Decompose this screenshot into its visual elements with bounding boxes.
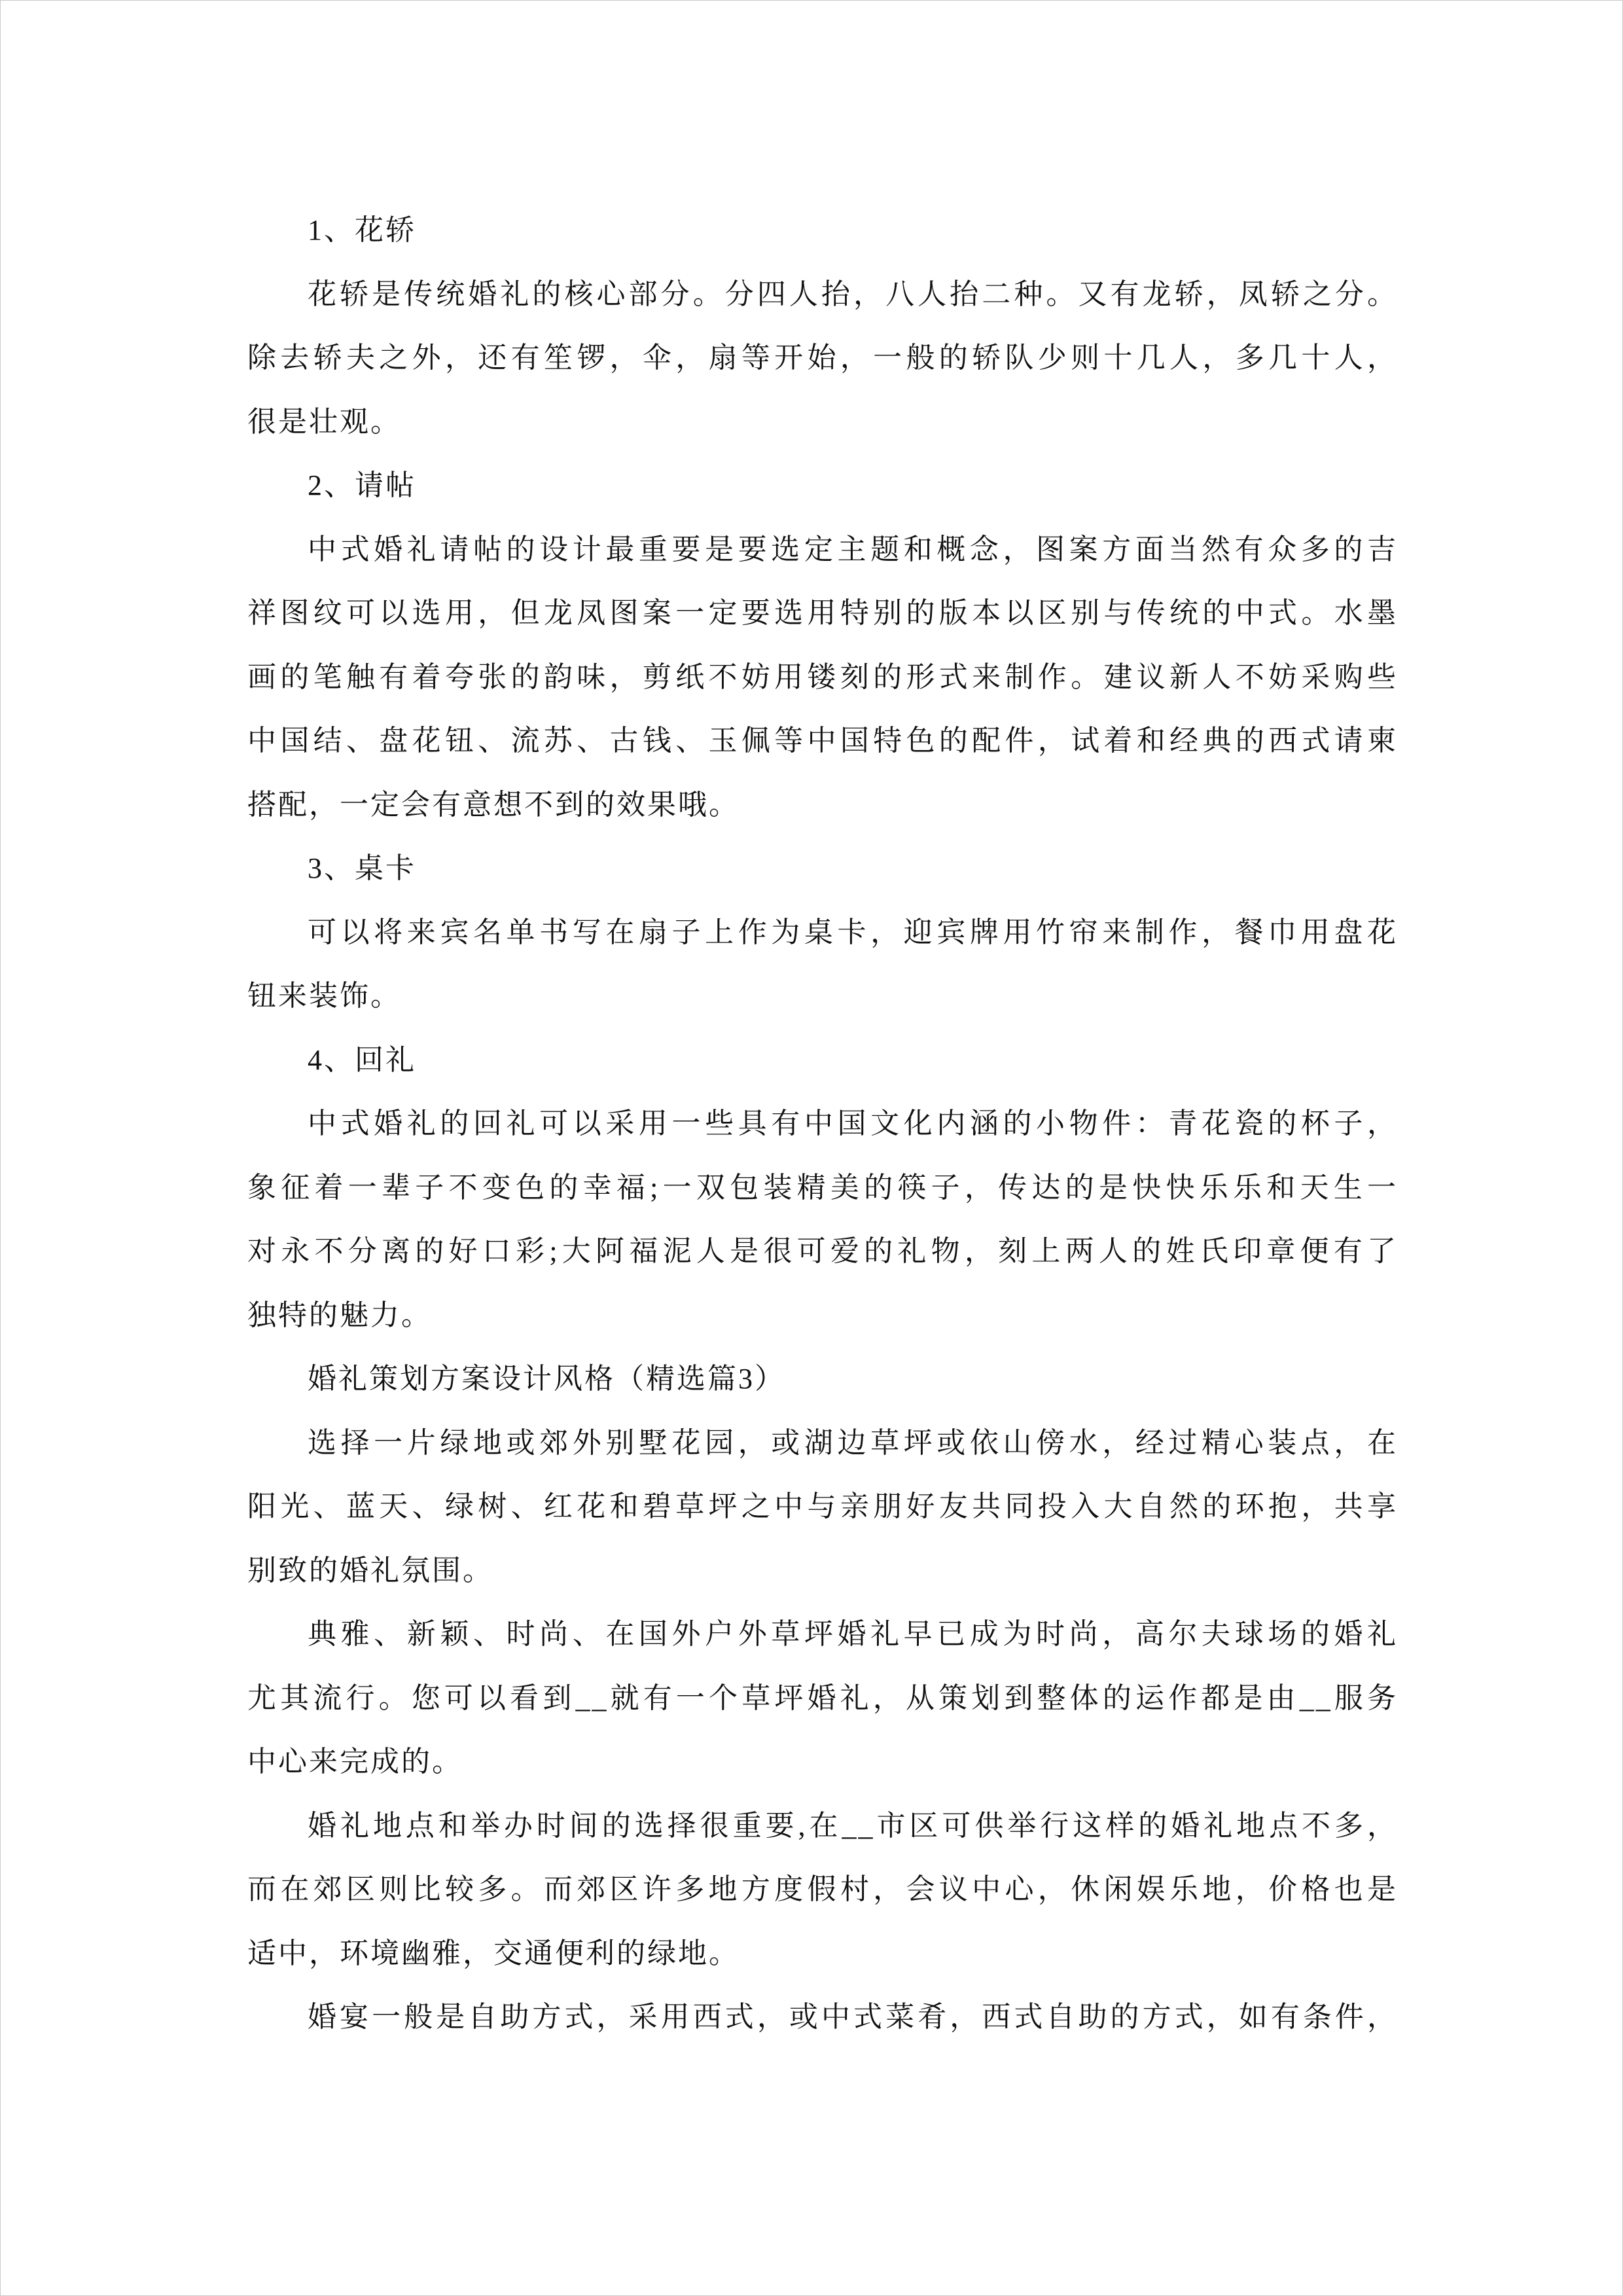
text-line: 对永不分离的好口彩;大阿福泥人是很可爱的礼物，刻上两人的姓氏印章便有了 bbox=[247, 1235, 1398, 1267]
text-line: 2、请帖 bbox=[308, 469, 416, 501]
text-line: 很是壮观。 bbox=[247, 405, 401, 438]
text-line: 适中，环境幽雅，交通便利的绿地。 bbox=[247, 1937, 740, 1969]
text-line: 中心来完成的。 bbox=[247, 1746, 463, 1778]
text-line: 1、花轿 bbox=[308, 214, 416, 246]
text-line: 中式婚礼的回礼可以采用一些具有中国文化内涵的小物件：青花瓷的杯子， bbox=[308, 1107, 1398, 1139]
text-line: 婚礼地点和举办时间的选择很重要,在__市区可供举行这样的婚礼地点不多， bbox=[308, 1809, 1398, 1842]
text-line: 钮来装饰。 bbox=[247, 980, 401, 1012]
text-line: 中式婚礼请帖的设计最重要是要选定主题和概念，图案方面当然有众多的吉 bbox=[308, 533, 1398, 565]
text-line: 中国结、盘花钮、流苏、古钱、玉佩等中国特色的配件，试着和经典的西式请柬 bbox=[247, 725, 1398, 757]
text-line: 可以将来宾名单书写在扇子上作为桌卡，迎宾牌用竹帘来制作，餐巾用盘花 bbox=[308, 916, 1398, 948]
text-line: 3、桌卡 bbox=[308, 852, 416, 884]
text-line: 阳光、蓝天、绿树、红花和碧草坪之中与亲朋好友共同投入大自然的环抱，共享 bbox=[247, 1490, 1398, 1522]
text-line: 独特的魅力。 bbox=[247, 1299, 432, 1331]
text-line: 花轿是传统婚礼的核心部分。分四人抬，八人抬二种。又有龙轿，凤轿之分。 bbox=[308, 278, 1398, 310]
text-line: 别致的婚礼氛围。 bbox=[247, 1554, 493, 1587]
text-line: 祥图纹可以选用，但龙凤图案一定要选用特别的版本以区别与传统的中式。水墨 bbox=[247, 597, 1398, 629]
text-line: 婚礼策划方案设计风格（精选篇3） bbox=[308, 1363, 785, 1395]
text-line: 尤其流行。您可以看到__就有一个草坪婚礼，从策划到整体的运作都是由__服务 bbox=[247, 1681, 1398, 1714]
text-line: 象征着一辈子不变色的幸福;一双包装精美的筷子，传达的是快快乐乐和天生一 bbox=[247, 1171, 1398, 1204]
text-line: 典雅、新颖、时尚、在国外户外草坪婚礼早已成为时尚，高尔夫球场的婚礼 bbox=[308, 1618, 1398, 1650]
document-text-block bbox=[247, 198, 1398, 2049]
text-line: 选择一片绿地或郊外别墅花园，或湖边草坪或依山傍水，经过精心装点，在 bbox=[308, 1426, 1398, 1459]
text-line: 4、回礼 bbox=[308, 1043, 416, 1076]
text-line: 婚宴一般是自助方式，采用西式，或中式菜肴，西式自助的方式，如有条件， bbox=[308, 2001, 1398, 2033]
text-line: 画的笔触有着夸张的韵味，剪纸不妨用镂刻的形式来制作。建议新人不妨采购些 bbox=[247, 660, 1398, 693]
text-line: 除去轿夫之外，还有笙锣，伞，扇等开始，一般的轿队少则十几人，多几十人， bbox=[247, 342, 1398, 374]
text-line: 而在郊区则比较多。而郊区许多地方度假村，会议中心，休闲娱乐地，价格也是 bbox=[247, 1873, 1398, 1905]
text-line: 搭配，一定会有意想不到的效果哦。 bbox=[247, 788, 740, 821]
